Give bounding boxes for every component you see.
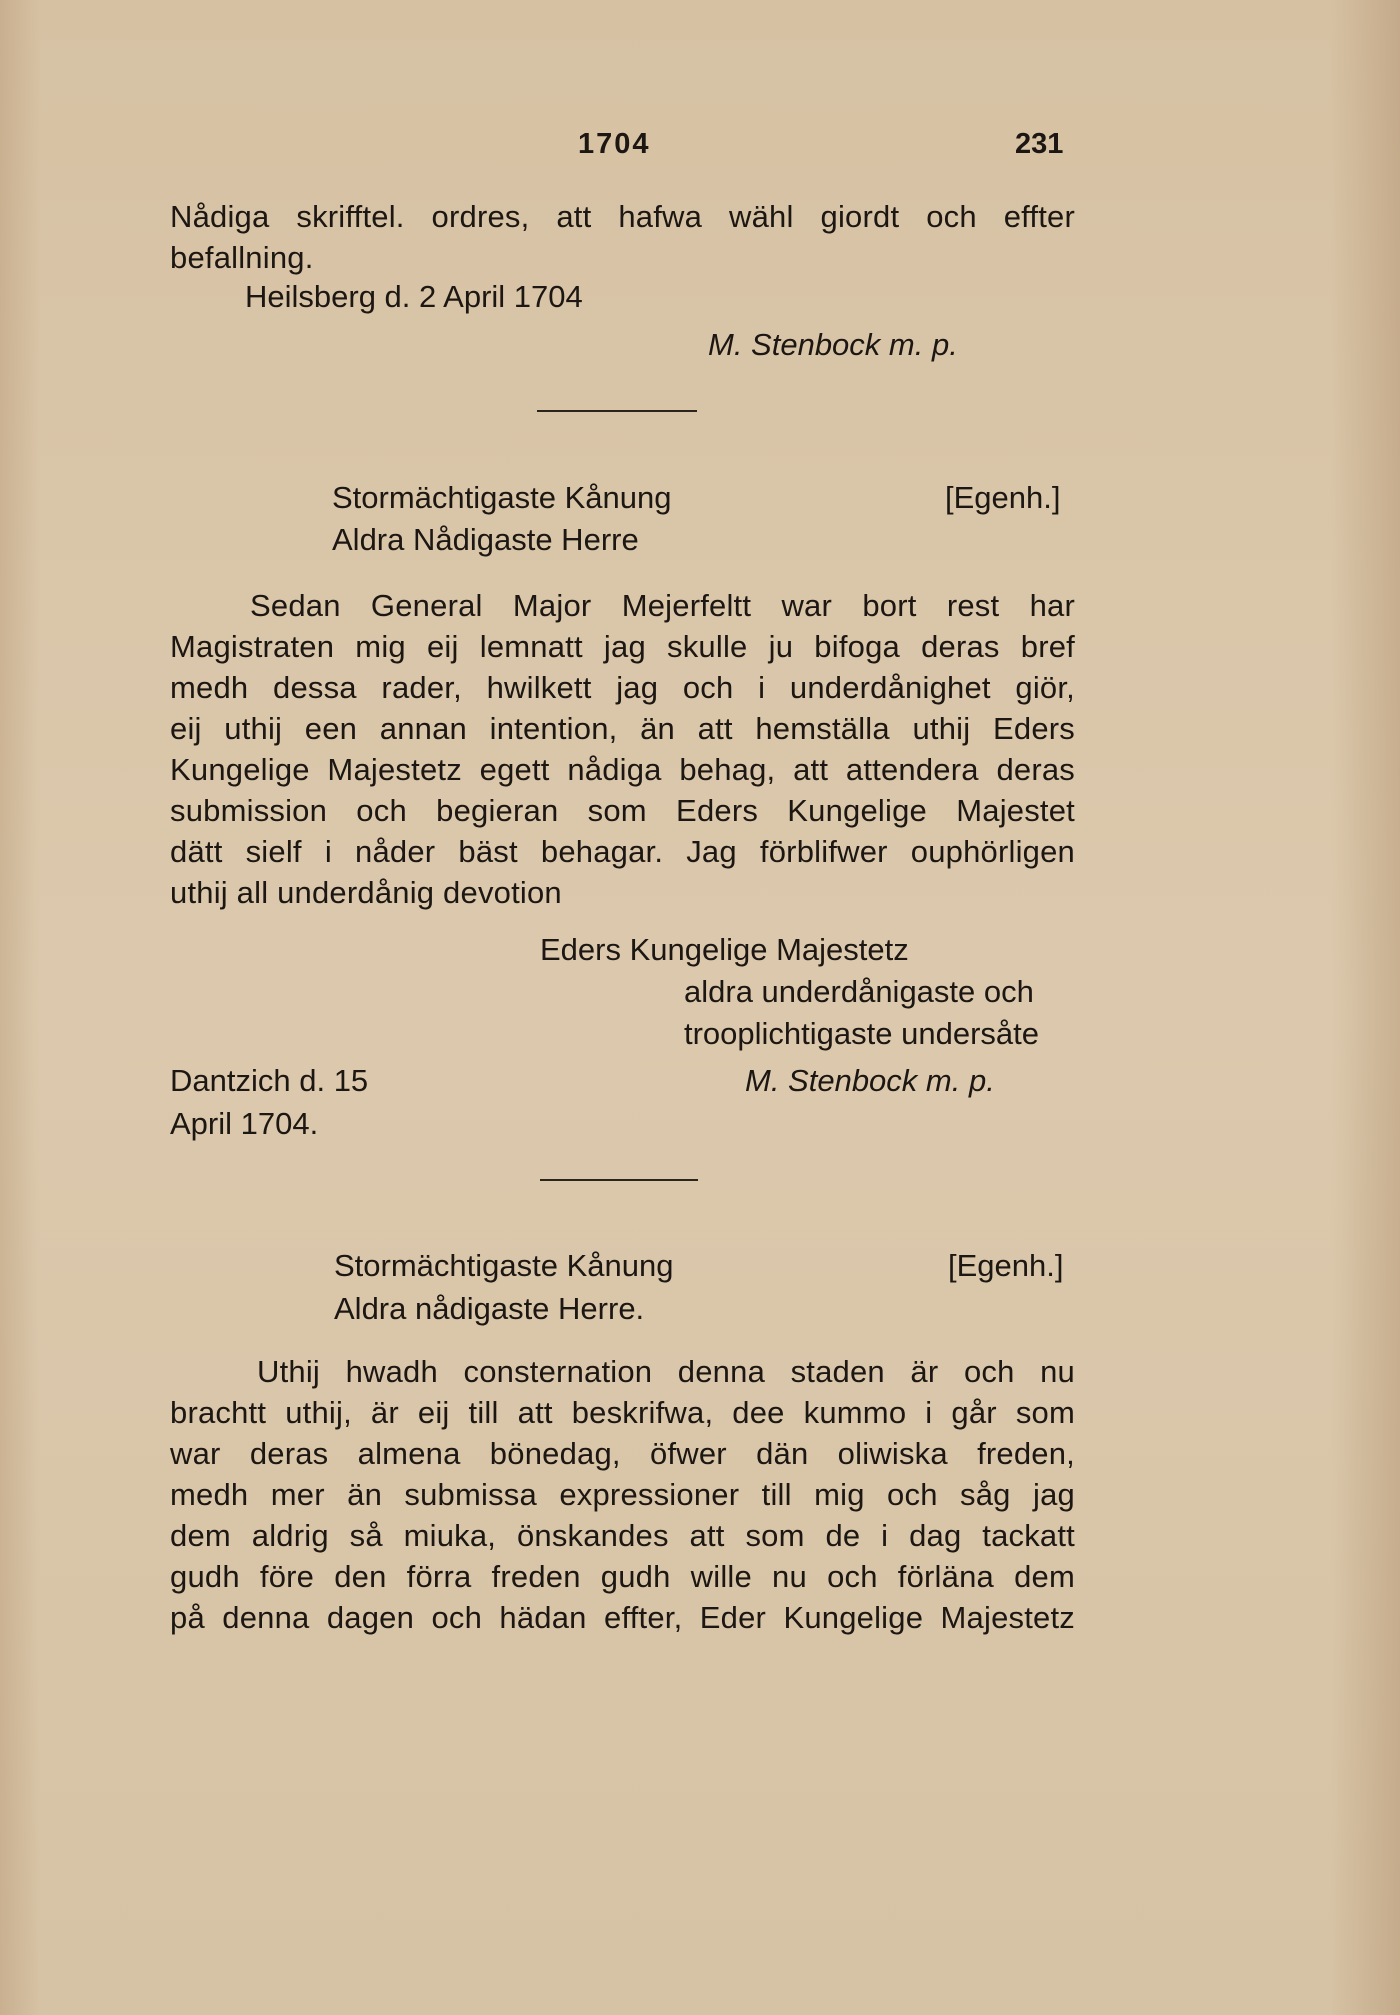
letter2-salutation-second: Aldra Nådigaste Herre xyxy=(332,522,639,557)
letter3-body xyxy=(170,1351,1075,1638)
body-line: medh dessa rader, hwilkett jag och i underdånighet giör, xyxy=(170,670,1075,705)
letter2-place-date: Dantzich d. 15 xyxy=(170,1063,369,1098)
letter2-closing: Eders Kungelige Majestetz xyxy=(540,932,909,967)
body-line: Sedan General Major Mejerfeltt war bort rest har xyxy=(250,588,1075,623)
body-line: dem aldrig så miuka, önskandes att som de i dag tackatt xyxy=(170,1518,1075,1553)
body-line: Uthij hwadh consternation denna staden är och nu xyxy=(257,1354,1075,1389)
body-line: på denna dagen och hädan effter, Eder Kungelige Majestetz xyxy=(170,1600,1075,1635)
letter2-place-date: April 1704. xyxy=(170,1106,319,1141)
body-line: war deras almena bönedag, öfwer dän oliwiska freden, xyxy=(170,1436,1075,1471)
body-line: eij uthij een annan intention, än att hemställa uthij Eders xyxy=(170,711,1075,746)
page-number: 231 xyxy=(1015,128,1064,160)
letter1-place-date: Heilsberg d. 2 April 1704 xyxy=(245,279,583,314)
body-line: uthij all underdånig devotion xyxy=(170,875,562,910)
letter1-signature: M. Stenbock m. p. xyxy=(708,327,958,362)
letter2-salutation: Stormächtigaste Kånung xyxy=(332,480,672,515)
body-line: brachtt uthij, är eij till att beskrifwa, dee kummo i går som xyxy=(170,1395,1075,1430)
running-header-year: 1704 xyxy=(578,128,651,160)
body-line: Magistraten mig eij lemnatt jag skulle ju bifoga deras bref xyxy=(170,629,1075,664)
body-line: befallning. xyxy=(170,240,314,275)
letter1-body xyxy=(170,196,1075,278)
section-divider xyxy=(537,410,697,412)
letter2-autograph-note: [Egenh.] xyxy=(945,480,1061,515)
body-line: submission och begieran som Eders Kungelige Majestet xyxy=(170,793,1075,828)
body-line: Kungelige Majestetz egett nådiga behag, att attendera deras xyxy=(170,752,1075,787)
letter2-signature: M. Stenbock m. p. xyxy=(745,1063,995,1098)
letter3-salutation: Stormächtigaste Kånung xyxy=(334,1248,674,1283)
letter2-body xyxy=(170,585,1075,913)
letter2-closing: trooplichtigaste undersåte xyxy=(684,1016,1040,1051)
body-line: dätt sielf i nåder bäst behagar. Jag förblifwer ouphörligen xyxy=(170,834,1075,869)
body-line: medh mer än submissa expressioner till mig och såg jag xyxy=(170,1477,1075,1512)
letter2-closing: aldra underdånigaste och xyxy=(684,974,1034,1009)
letter3-autograph-note: [Egenh.] xyxy=(948,1248,1064,1283)
section-divider xyxy=(540,1179,698,1181)
body-line: gudh före den förra freden gudh wille nu och förläna dem xyxy=(170,1559,1075,1594)
body-line: Nådiga skrifftel. ordres, att hafwa wähl giordt och effter xyxy=(170,199,1075,234)
letter3-salutation-second: Aldra nådigaste Herre. xyxy=(334,1291,645,1326)
